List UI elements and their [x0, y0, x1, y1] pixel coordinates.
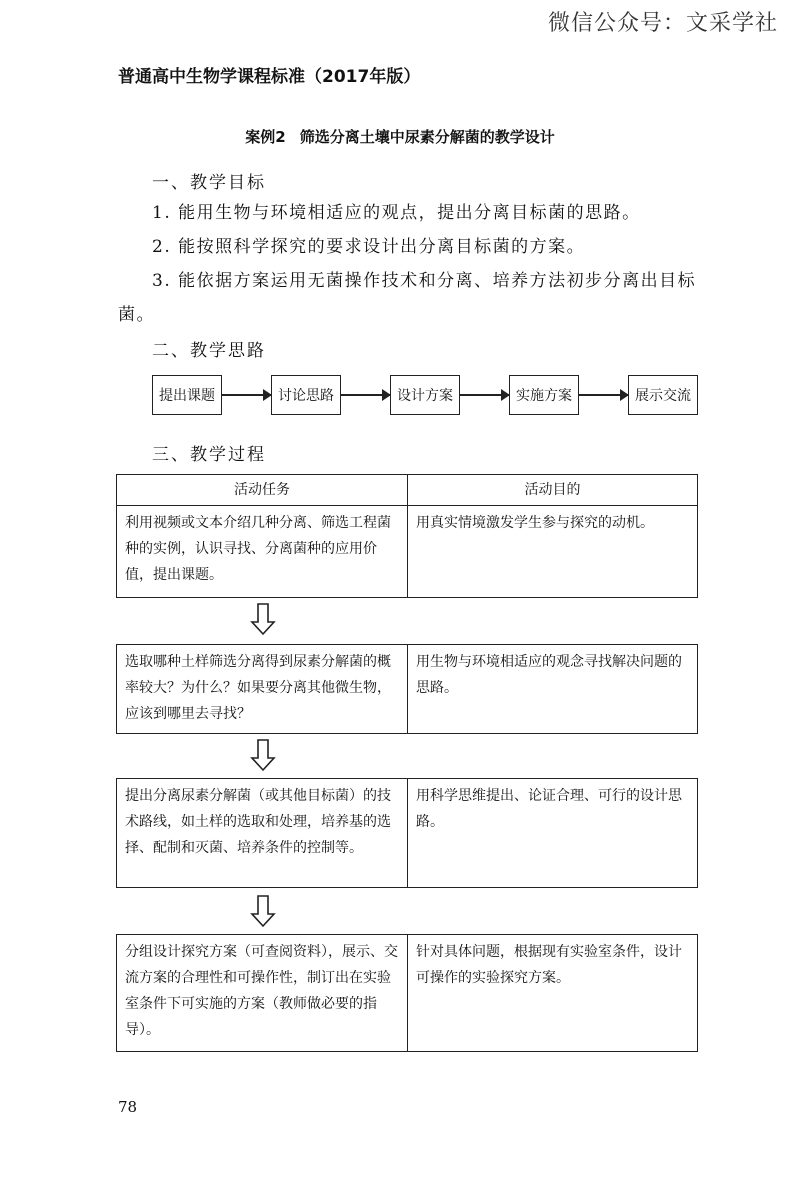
- row-purpose: 用生物与环境相适应的观念寻找解决问题的思路。: [416, 654, 682, 696]
- flow-step: 展示交流: [628, 375, 698, 415]
- flow-step: 设计方案: [390, 375, 460, 415]
- flow-step: 讨论思路: [271, 375, 341, 415]
- flow-step: 实施方案: [509, 375, 579, 415]
- table-row: [116, 644, 698, 734]
- table-header-purpose: 活动目的: [524, 482, 581, 498]
- table-row: [116, 505, 698, 598]
- row-task: 提出分离尿素分解菌（或其他目标菌）的技术路线，如土样的选取和处理，培养基的选择、配制和灭菌、培养条件的控制等。: [117, 779, 408, 887]
- arrow-down-icon: [250, 738, 276, 772]
- teaching-flow-diagram: [152, 374, 698, 416]
- table-header-row: [116, 474, 698, 506]
- case-title: [0, 126, 800, 147]
- watermark-text: 微信公众号：文采学社: [547, 11, 778, 36]
- arrow-down-icon: [250, 602, 276, 636]
- row-task: 分组设计探究方案（可查阅资料），展示、交流方案的合理性和可操作性，制订出在实验室条件下可实施的方案（教师做必要的指导）。: [117, 935, 408, 1051]
- case-label: 案例2: [245, 128, 286, 146]
- page-number: 78: [118, 1098, 138, 1116]
- goal-item: 1. 能用生物与环境相适应的观点，提出分离目标菌的思路。: [152, 203, 641, 223]
- arrow-right-icon: [579, 394, 628, 396]
- table-row: [116, 934, 698, 1052]
- row-purpose: 针对具体问题，根据现有实验室条件，设计可操作的实验探究方案。: [416, 944, 682, 986]
- row-purpose: 用科学思维提出、论证合理、可行的设计思路。: [416, 788, 682, 830]
- arrow-right-icon: [341, 394, 390, 396]
- flow-step: 提出课题: [152, 375, 222, 415]
- section-heading-process: 三、教学过程: [152, 445, 266, 465]
- goal-item: 2. 能按照科学探究的要求设计出分离目标菌的方案。: [152, 237, 586, 257]
- row-task: 选取哪种土样筛选分离得到尿素分解菌的概率较大？为什么？如果要分离其他微生物，应该到哪里去寻找？: [117, 645, 408, 733]
- row-task: 利用视频或文本介绍几种分离、筛选工程菌种的实例，认识寻找、分离菌种的应用价值，提出课题。: [117, 506, 408, 597]
- arrow-right-icon: [222, 394, 271, 396]
- table-row: [116, 778, 698, 888]
- section-heading-approach: 二、教学思路: [152, 341, 266, 361]
- row-purpose: 用真实情境激发学生参与探究的动机。: [416, 515, 654, 531]
- running-header: 普通高中生物学课程标准（2017年版）: [118, 67, 421, 87]
- section-heading-goals: 一、教学目标: [152, 173, 266, 193]
- arrow-right-icon: [460, 394, 509, 396]
- arrow-down-icon: [250, 894, 276, 928]
- goal-item: 3. 能依据方案运用无菌操作技术和分离、培养方法初步分离出目标菌。: [118, 271, 697, 325]
- table-header-task: 活动任务: [117, 475, 408, 505]
- case-title-text: 筛选分离土壤中尿素分解菌的教学设计: [299, 128, 555, 146]
